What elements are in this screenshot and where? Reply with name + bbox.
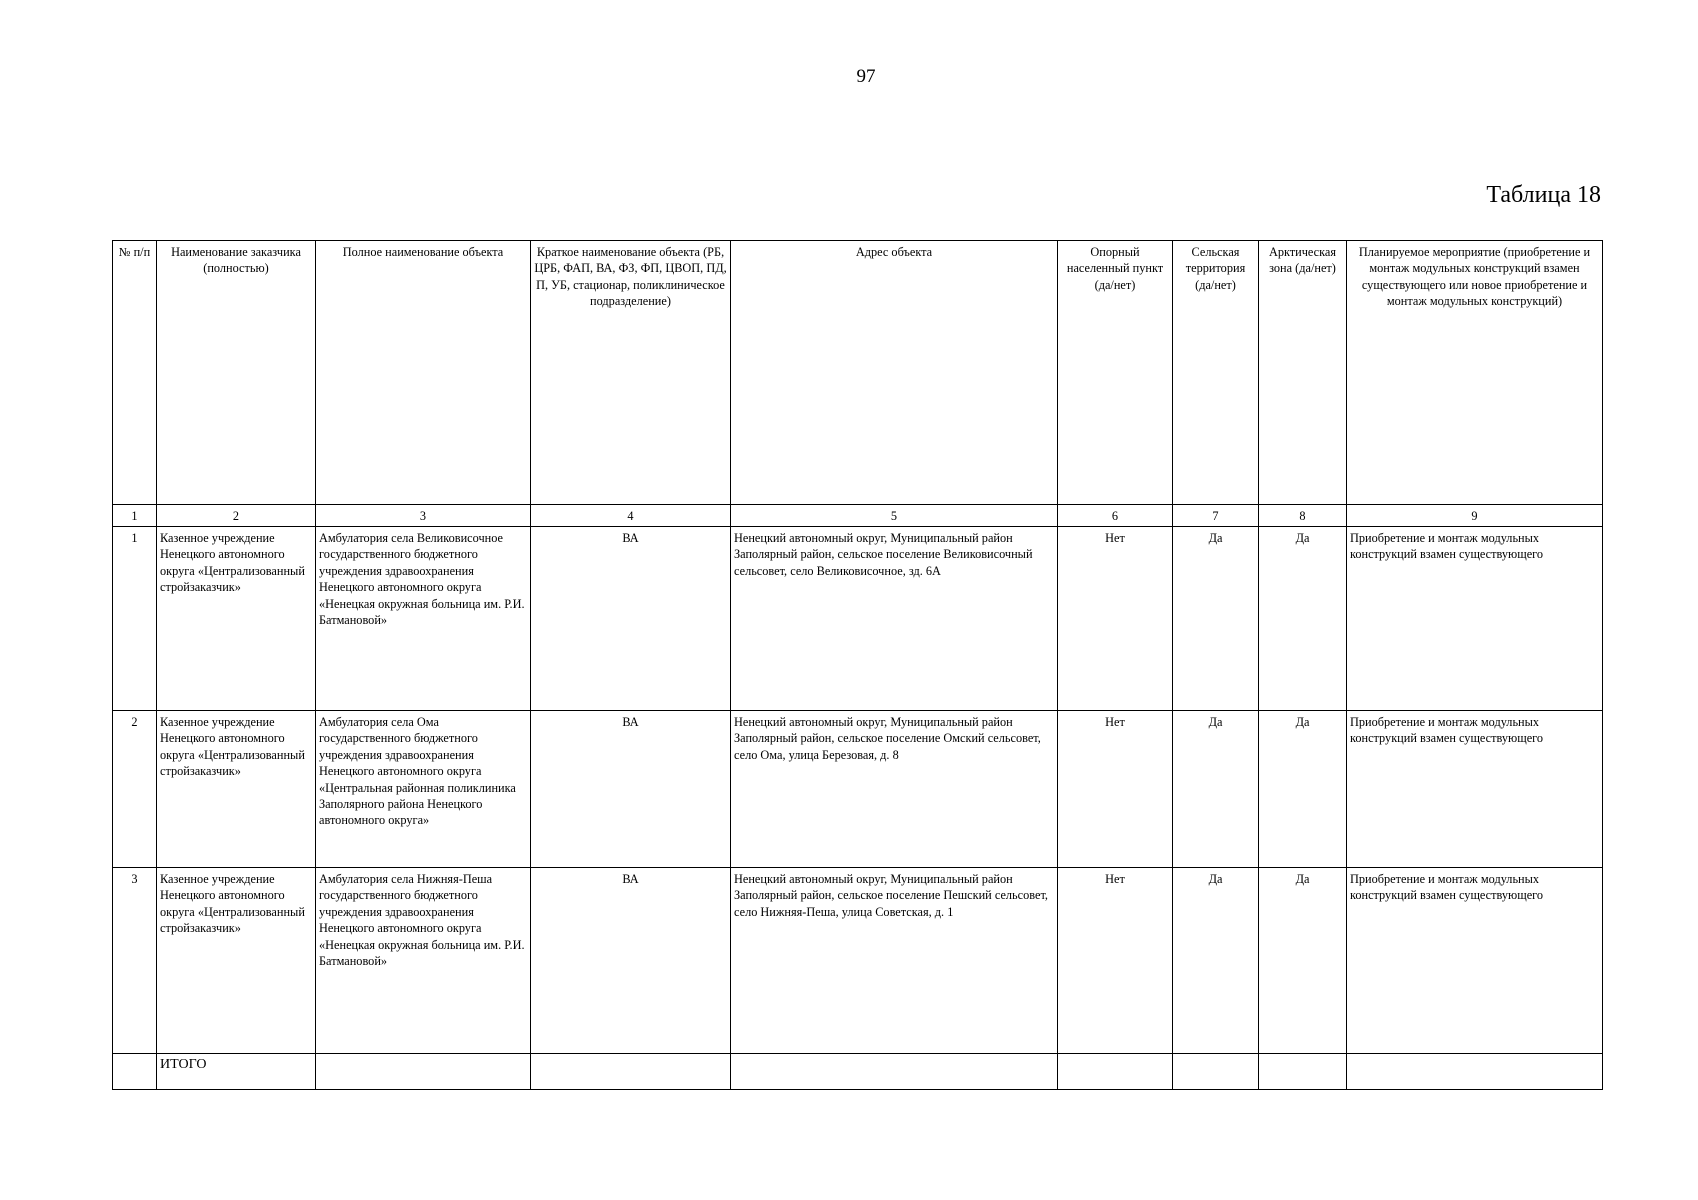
full-name-cell: Амбулатория села Нижняя-Пеша государственного бюджетного учреждения здравоохранения Ненецкого автономного округа «Ненецкая окружная больница им. Р.И. Батмановой»: [316, 868, 531, 1054]
rural-cell: Да: [1173, 868, 1259, 1054]
arctic-cell: Да: [1259, 527, 1347, 711]
total-empty-cell: [113, 1054, 157, 1090]
table-row: [113, 527, 1603, 711]
total-label: ИТОГО: [157, 1054, 316, 1090]
full-name-cell: Амбулатория села Ома государственного бюджетного учреждения здравоохранения Ненецкого автономного округа «Центральная районная поликлиника Заполярного района Ненецкого автономного округа»: [316, 711, 531, 868]
header-cell-arctic: Арктическая зона (да/нет): [1259, 241, 1347, 505]
header-cell-number: № п/п: [113, 241, 157, 505]
row-number: 1: [113, 527, 157, 711]
table-title: Таблица 18: [1486, 182, 1601, 208]
rural-cell: Да: [1173, 527, 1259, 711]
support-point-cell: Нет: [1058, 527, 1173, 711]
customer-cell: Казенное учреждение Ненецкого автономного округа «Централизованный стройзаказчик»: [157, 868, 316, 1054]
column-number: 4: [531, 505, 731, 527]
full-name-cell: Амбулатория села Великовисочное государственного бюджетного учреждения здравоохранения Ненецкого автономного округа «Ненецкая окружная больница им. Р.И. Батмановой»: [316, 527, 531, 711]
page-number: 97: [856, 66, 876, 87]
arctic-cell: Да: [1259, 868, 1347, 1054]
customer-cell: Казенное учреждение Ненецкого автономного округа «Централизованный стройзаказчик»: [157, 527, 316, 711]
address-cell: Ненецкий автономный округ, Муниципальный район Заполярный район, сельское поселение Омский сельсовет, село Ома, улица Березовая, д. 8: [731, 711, 1058, 868]
data-table: [112, 240, 1603, 1090]
header-cell-support-point: Опорный населенный пункт (да/нет): [1058, 241, 1173, 505]
header-cell-address: Адрес объекта: [731, 241, 1058, 505]
total-empty-cell: [1259, 1054, 1347, 1090]
total-empty-cell: [316, 1054, 531, 1090]
column-number: 2: [157, 505, 316, 527]
support-point-cell: Нет: [1058, 868, 1173, 1054]
total-empty-cell: [1058, 1054, 1173, 1090]
arctic-cell: Да: [1259, 711, 1347, 868]
total-row: [113, 1054, 1603, 1090]
table-row: [113, 711, 1603, 868]
short-name-cell: ВА: [531, 527, 731, 711]
total-empty-cell: [1347, 1054, 1603, 1090]
support-point-cell: Нет: [1058, 711, 1173, 868]
customer-cell: Казенное учреждение Ненецкого автономного округа «Централизованный стройзаказчик»: [157, 711, 316, 868]
row-number: 2: [113, 711, 157, 868]
column-number: 9: [1347, 505, 1603, 527]
address-cell: Ненецкий автономный округ, Муниципальный район Заполярный район, сельское поселение Пешский сельсовет, село Нижняя-Пеша, улица Советская, д. 1: [731, 868, 1058, 1054]
column-number: 5: [731, 505, 1058, 527]
total-empty-cell: [731, 1054, 1058, 1090]
row-number: 3: [113, 868, 157, 1054]
short-name-cell: ВА: [531, 711, 731, 868]
total-empty-cell: [1173, 1054, 1259, 1090]
table-row: [113, 868, 1603, 1054]
column-number: 8: [1259, 505, 1347, 527]
column-number: 3: [316, 505, 531, 527]
column-number-row: [113, 505, 1603, 527]
header-cell-short-name: Краткое наименование объекта (РБ, ЦРБ, ФАП, ВА, ФЗ, ФП, ЦВОП, ПД, П, УБ, стационар, поликлиническое подразделение): [531, 241, 731, 505]
column-number: 7: [1173, 505, 1259, 527]
address-cell: Ненецкий автономный округ, Муниципальный район Заполярный район, сельское поселение Великовисочный сельсовет, село Великовисочное, зд. 6А: [731, 527, 1058, 711]
column-number: 6: [1058, 505, 1173, 527]
measure-cell: Приобретение и монтаж модульных конструкций взамен существующего: [1347, 711, 1603, 868]
measure-cell: Приобретение и монтаж модульных конструкций взамен существующего: [1347, 527, 1603, 711]
rural-cell: Да: [1173, 711, 1259, 868]
total-empty-cell: [531, 1054, 731, 1090]
table-header-row: [113, 241, 1603, 505]
header-cell-customer: Наименование заказчика (полностью): [157, 241, 316, 505]
column-number: 1: [113, 505, 157, 527]
header-cell-rural: Сельская территория (да/нет): [1173, 241, 1259, 505]
header-cell-measure: Планируемое мероприятие (приобретение и монтаж модульных конструкций взамен существующего или новое приобретение и монтаж модульных конструкций): [1347, 241, 1603, 505]
measure-cell: Приобретение и монтаж модульных конструкций взамен существующего: [1347, 868, 1603, 1054]
short-name-cell: ВА: [531, 868, 731, 1054]
header-cell-full-name: Полное наименование объекта: [316, 241, 531, 505]
